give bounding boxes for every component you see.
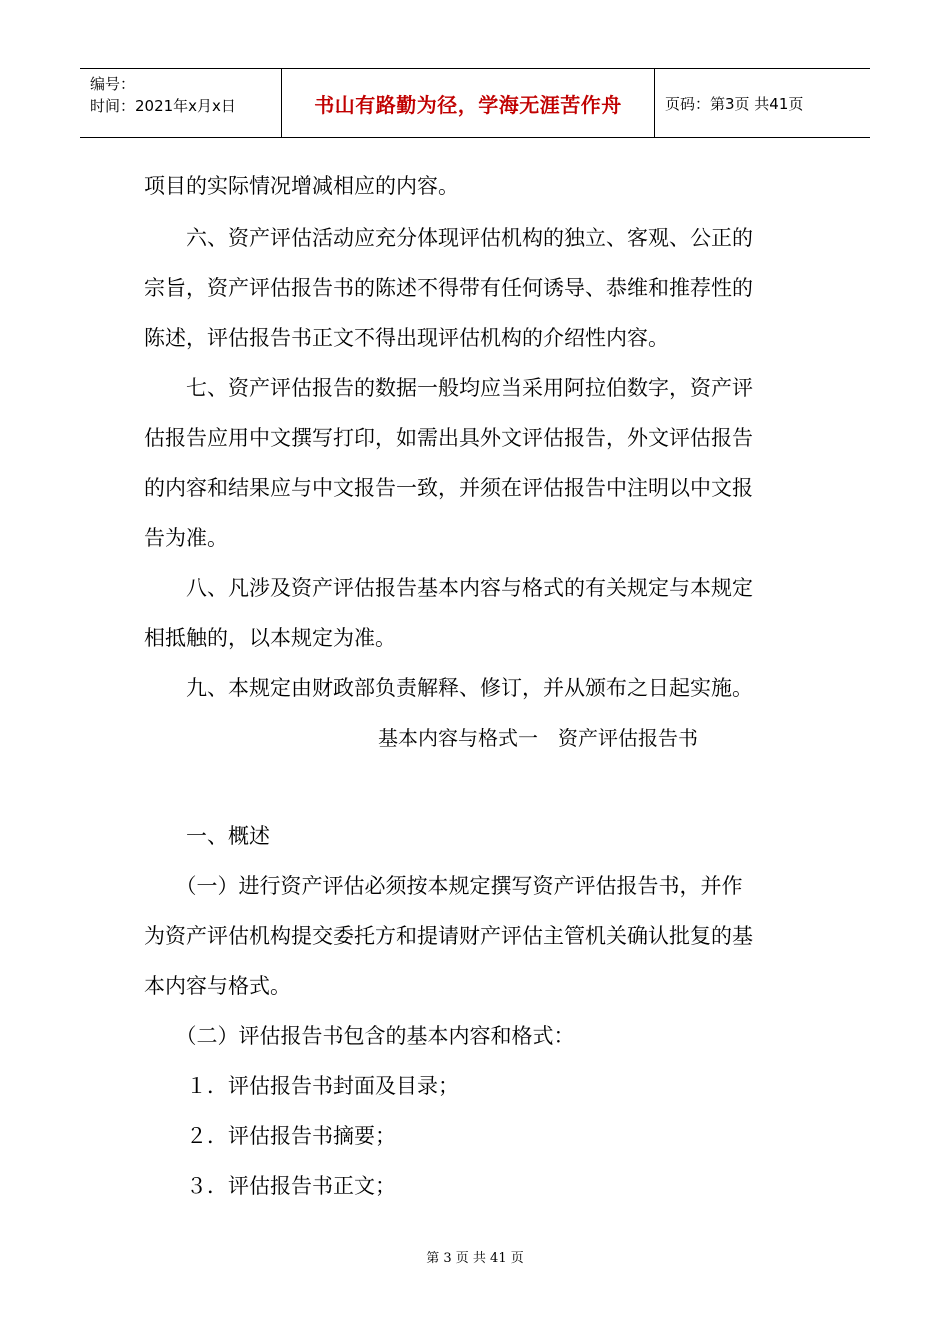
paragraph-line: （二）评估报告书包含的基本内容和格式： xyxy=(144,1024,575,1048)
paragraph-line: 一、概述 xyxy=(144,824,270,848)
paragraph-line: 估报告应用中文撰写打印，如需出具外文评估报告，外文评估报告 xyxy=(144,426,753,450)
list-item: ２．评估报告书摘要； xyxy=(144,1124,396,1148)
document-number-label: 编号： xyxy=(90,75,136,93)
page-header xyxy=(80,68,870,138)
paragraph-line: 本内容与格式。 xyxy=(144,974,291,998)
header-left-cell xyxy=(80,69,282,137)
header-page-number: 页码：第3页 共41页 xyxy=(665,94,804,113)
paragraph-line: 六、资产评估活动应充分体现评估机构的独立、客观、公正的 xyxy=(144,226,753,250)
paragraph-line: 为资产评估机构提交委托方和提请财产评估主管机关确认批复的基 xyxy=(144,924,753,948)
document-date-label: 时间：2021年x月x日 xyxy=(90,97,236,115)
paragraph-line: 宗旨，资产评估报告书的陈述不得带有任何诱导、恭维和推荐性的 xyxy=(144,276,753,300)
paragraph-line: 陈述，评估报告书正文不得出现评估机构的介绍性内容。 xyxy=(144,326,669,350)
paragraph-line: 七、资产评估报告的数据一般均应当采用阿拉伯数字，资产评 xyxy=(144,376,753,400)
page-footer: 第 3 页 共 41 页 xyxy=(426,1251,524,1266)
header-middle-cell xyxy=(282,69,655,137)
section-title: 基本内容与格式一 资产评估报告书 xyxy=(378,726,698,750)
paragraph-line: 九、本规定由财政部负责解释、修订，并从颁布之日起实施。 xyxy=(144,676,753,700)
list-item: １．评估报告书封面及目录； xyxy=(144,1074,459,1098)
paragraph-line: 相抵触的，以本规定为准。 xyxy=(144,626,396,650)
header-right-cell xyxy=(655,69,870,137)
header-motto: 书山有路勤为径，学海无涯苦作舟 xyxy=(314,92,622,117)
paragraph-line: 的内容和结果应与中文报告一致，并须在评估报告中注明以中文报 xyxy=(144,476,753,500)
paragraph-line: 八、凡涉及资产评估报告基本内容与格式的有关规定与本规定 xyxy=(144,576,753,600)
paragraph-line: 告为准。 xyxy=(144,526,228,550)
list-item: ３．评估报告书正文； xyxy=(144,1174,396,1198)
paragraph-line: （一）进行资产评估必须按本规定撰写资产评估报告书，并作 xyxy=(144,874,743,898)
paragraph-line: 项目的实际情况增减相应的内容。 xyxy=(144,174,459,198)
